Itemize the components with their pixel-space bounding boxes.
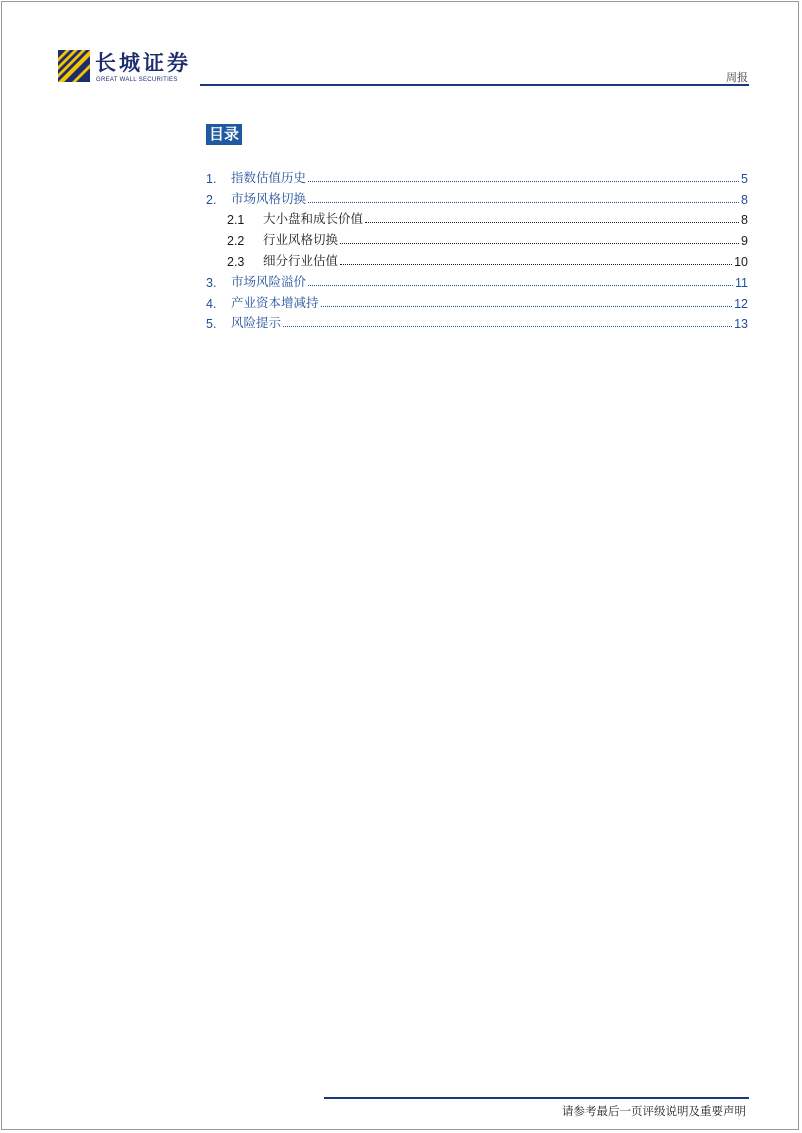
toc-leader-dots: [308, 202, 739, 203]
toc-entry-title: 行业风格切换: [263, 232, 339, 248]
footer-disclaimer: 请参考最后一页评级说明及重要声明: [562, 1104, 746, 1118]
toc-entry-title: 产业资本增减持: [231, 294, 319, 310]
table-of-contents: [206, 165, 748, 331]
company-logo: [58, 50, 198, 86]
toc-entry-title: 市场风格切换: [231, 190, 307, 206]
toc-leader-dots: [308, 181, 739, 182]
toc-leader-dots: [340, 264, 732, 265]
toc-leader-dots: [283, 326, 732, 327]
toc-entry-1[interactable]: [206, 165, 748, 186]
toc-entry-page: 12: [734, 296, 748, 311]
toc-entry-2-2[interactable]: [206, 227, 748, 248]
toc-entry-page: 9: [741, 234, 748, 249]
toc-entry-number: 2.2: [227, 234, 245, 249]
toc-leader-dots: [340, 243, 739, 244]
toc-entry-2-3[interactable]: [206, 248, 748, 269]
toc-entry-5[interactable]: [206, 311, 748, 332]
toc-leader-dots: [321, 306, 733, 307]
toc-entry-page: 10: [734, 254, 748, 269]
toc-entry-page: 8: [741, 213, 748, 228]
toc-entry-title: 指数估值历史: [231, 169, 307, 185]
toc-leader-dots: [308, 285, 733, 286]
report-type: 周报: [726, 71, 748, 84]
toc-leader-dots: [365, 222, 739, 223]
toc-entry-page: 5: [741, 171, 748, 186]
toc-entry-3[interactable]: [206, 269, 748, 290]
toc-entry-number: 2.3: [227, 254, 245, 269]
toc-entry-number: 2.: [206, 192, 217, 207]
toc-entry-number: 3.: [206, 275, 217, 290]
toc-entry-number: 5.: [206, 317, 217, 332]
header-rule: [200, 84, 749, 86]
toc-entry-2-1[interactable]: [206, 207, 748, 228]
toc-entry-number: 1.: [206, 171, 217, 186]
logo-english-name: GREAT WALL SECURITIES: [96, 77, 178, 83]
toc-entry-title: 市场风险溢价: [231, 273, 307, 289]
great-wall-logo-icon: [58, 50, 90, 82]
toc-entry-2[interactable]: [206, 186, 748, 207]
toc-entry-title: 风险提示: [231, 315, 282, 331]
toc-entry-page: 13: [734, 317, 748, 332]
toc-entry-page: 11: [735, 275, 748, 290]
toc-entry-page: 8: [741, 192, 748, 207]
toc-entry-title: 大小盘和成长价值: [263, 211, 364, 227]
toc-entry-number: 4.: [206, 296, 217, 311]
logo-chinese-name: 长城证券: [95, 50, 191, 75]
toc-entry-number: 2.1: [227, 213, 245, 228]
toc-title: 目录: [206, 124, 242, 145]
footer-rule: [324, 1097, 749, 1099]
toc-entry-title: 细分行业估值: [263, 252, 339, 268]
toc-entry-4[interactable]: [206, 290, 748, 311]
